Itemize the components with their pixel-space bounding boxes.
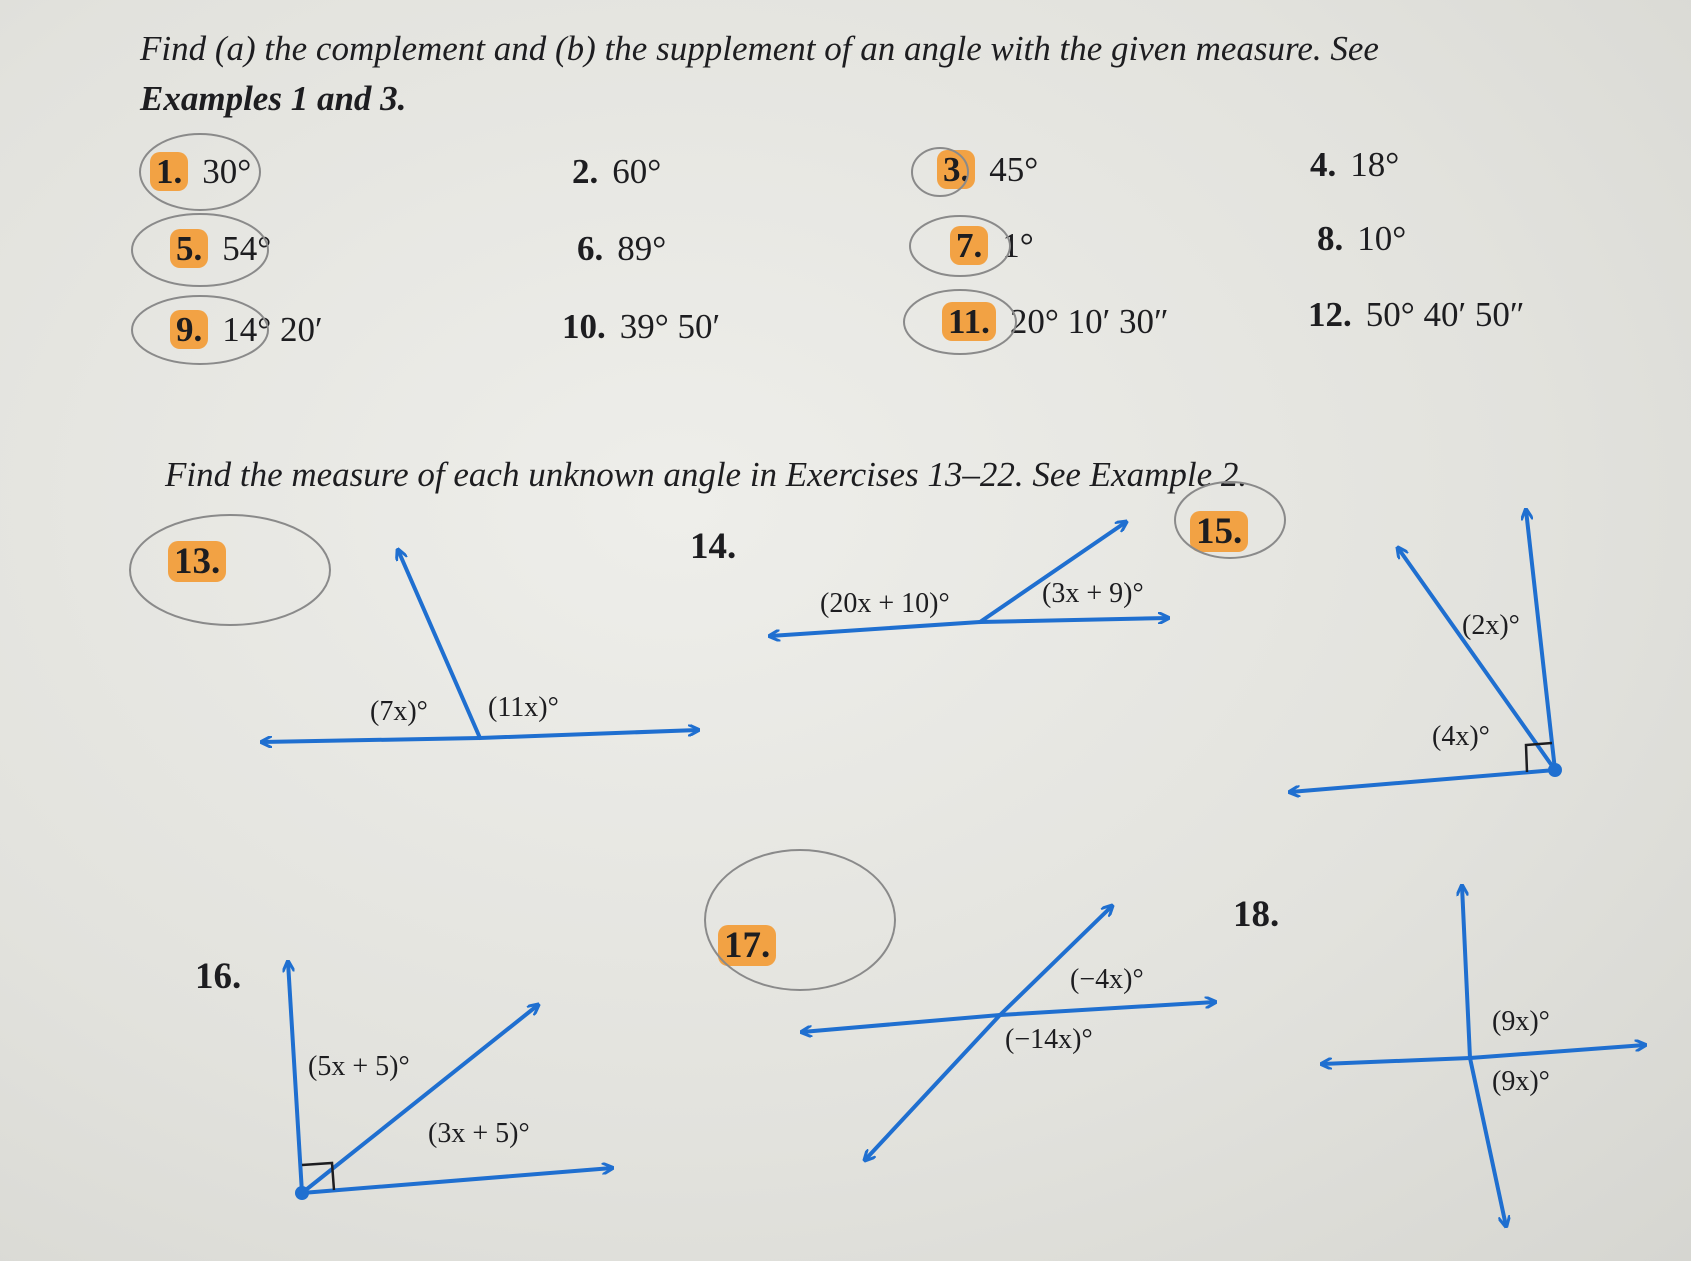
pencil-circles [130, 134, 1285, 990]
instruction-line-1: Find (a) the complement and (b) the supplement of an angle with the given measure. See [140, 29, 1379, 68]
figure-16-number: 16. [195, 956, 242, 997]
fig17-line-right [1000, 1002, 1215, 1015]
exercise-3: 3. 45° [937, 150, 1038, 190]
exercise-7: 7. 1° [950, 226, 1034, 266]
fig15-bottom-angle-label: (4x)° [1432, 721, 1490, 752]
fig16-horizontal-ray [302, 1168, 612, 1193]
fig17-diag-down [865, 1015, 1000, 1160]
fig16-top-angle-label: (5x + 5)° [308, 1051, 410, 1082]
exercise-12: 12. 50° 40′ 50″ [1308, 295, 1525, 334]
fig14-right-angle-label: (3x + 9)° [1042, 578, 1144, 609]
fig16-vertex-dot [295, 1186, 309, 1200]
figure-17-number: 17. [718, 924, 776, 967]
fig17-bottom-angle-label: (−14x)° [1005, 1024, 1093, 1055]
fig14-left-angle-label: (20x + 10)° [820, 588, 950, 619]
fig18-line-left [1322, 1058, 1470, 1064]
instruction-line-2: Examples 1 and 3. [140, 79, 407, 118]
figure-18-number: 18. [1233, 894, 1280, 935]
exercise-10: 10. 39° 50′ [562, 307, 721, 346]
fig16-right-angle-mark [302, 1163, 334, 1190]
exercise-4: 4. 18° [1310, 145, 1400, 184]
fig14-line-right [980, 618, 1168, 622]
figure-13-number: 13. [168, 540, 226, 583]
figure-14-number: 14. [690, 526, 737, 567]
figure-15-number: 15. [1190, 510, 1248, 553]
exercise-2: 2. 60° [572, 152, 662, 191]
exercise-11: 11. 20° 10′ 30″ [942, 302, 1169, 342]
exercise-8: 8. 10° [1317, 219, 1407, 258]
fig18-line-right [1470, 1045, 1645, 1058]
fig16-diagonal-ray [302, 1005, 538, 1193]
exercise-1: 1. 30° [150, 152, 251, 192]
exercise-9: 9. 14° 20′ [170, 310, 323, 350]
fig15-vertical-ray [1526, 510, 1555, 770]
fig13-line-left [262, 738, 480, 742]
fig15-vertex-dot [1548, 763, 1562, 777]
fig13-right-angle-label: (11x)° [488, 692, 559, 723]
fig15-horizontal-ray [1290, 770, 1555, 792]
fig18-bottom-angle-label: (9x)° [1492, 1066, 1550, 1097]
exercise-6: 6. 89° [577, 229, 667, 268]
exercise-5: 5. 54° [170, 229, 271, 269]
fig16-bottom-angle-label: (3x + 5)° [428, 1118, 530, 1149]
fig17-line-left [802, 1015, 1000, 1032]
fig15-top-angle-label: (2x)° [1462, 610, 1520, 641]
fig13-line-right [480, 730, 698, 738]
instruction-section-2: Find the measure of each unknown angle in Exercises 13–22. See Example 2. [165, 455, 1248, 494]
fig14-line-left [770, 622, 980, 636]
fig18-top-angle-label: (9x)° [1492, 1006, 1550, 1037]
fig18-line-up [1462, 886, 1470, 1058]
fig16-vertical-ray [288, 962, 302, 1193]
fig13-left-angle-label: (7x)° [370, 696, 428, 727]
fig17-top-angle-label: (−4x)° [1070, 964, 1144, 995]
fig17-diag-up [1000, 906, 1112, 1015]
